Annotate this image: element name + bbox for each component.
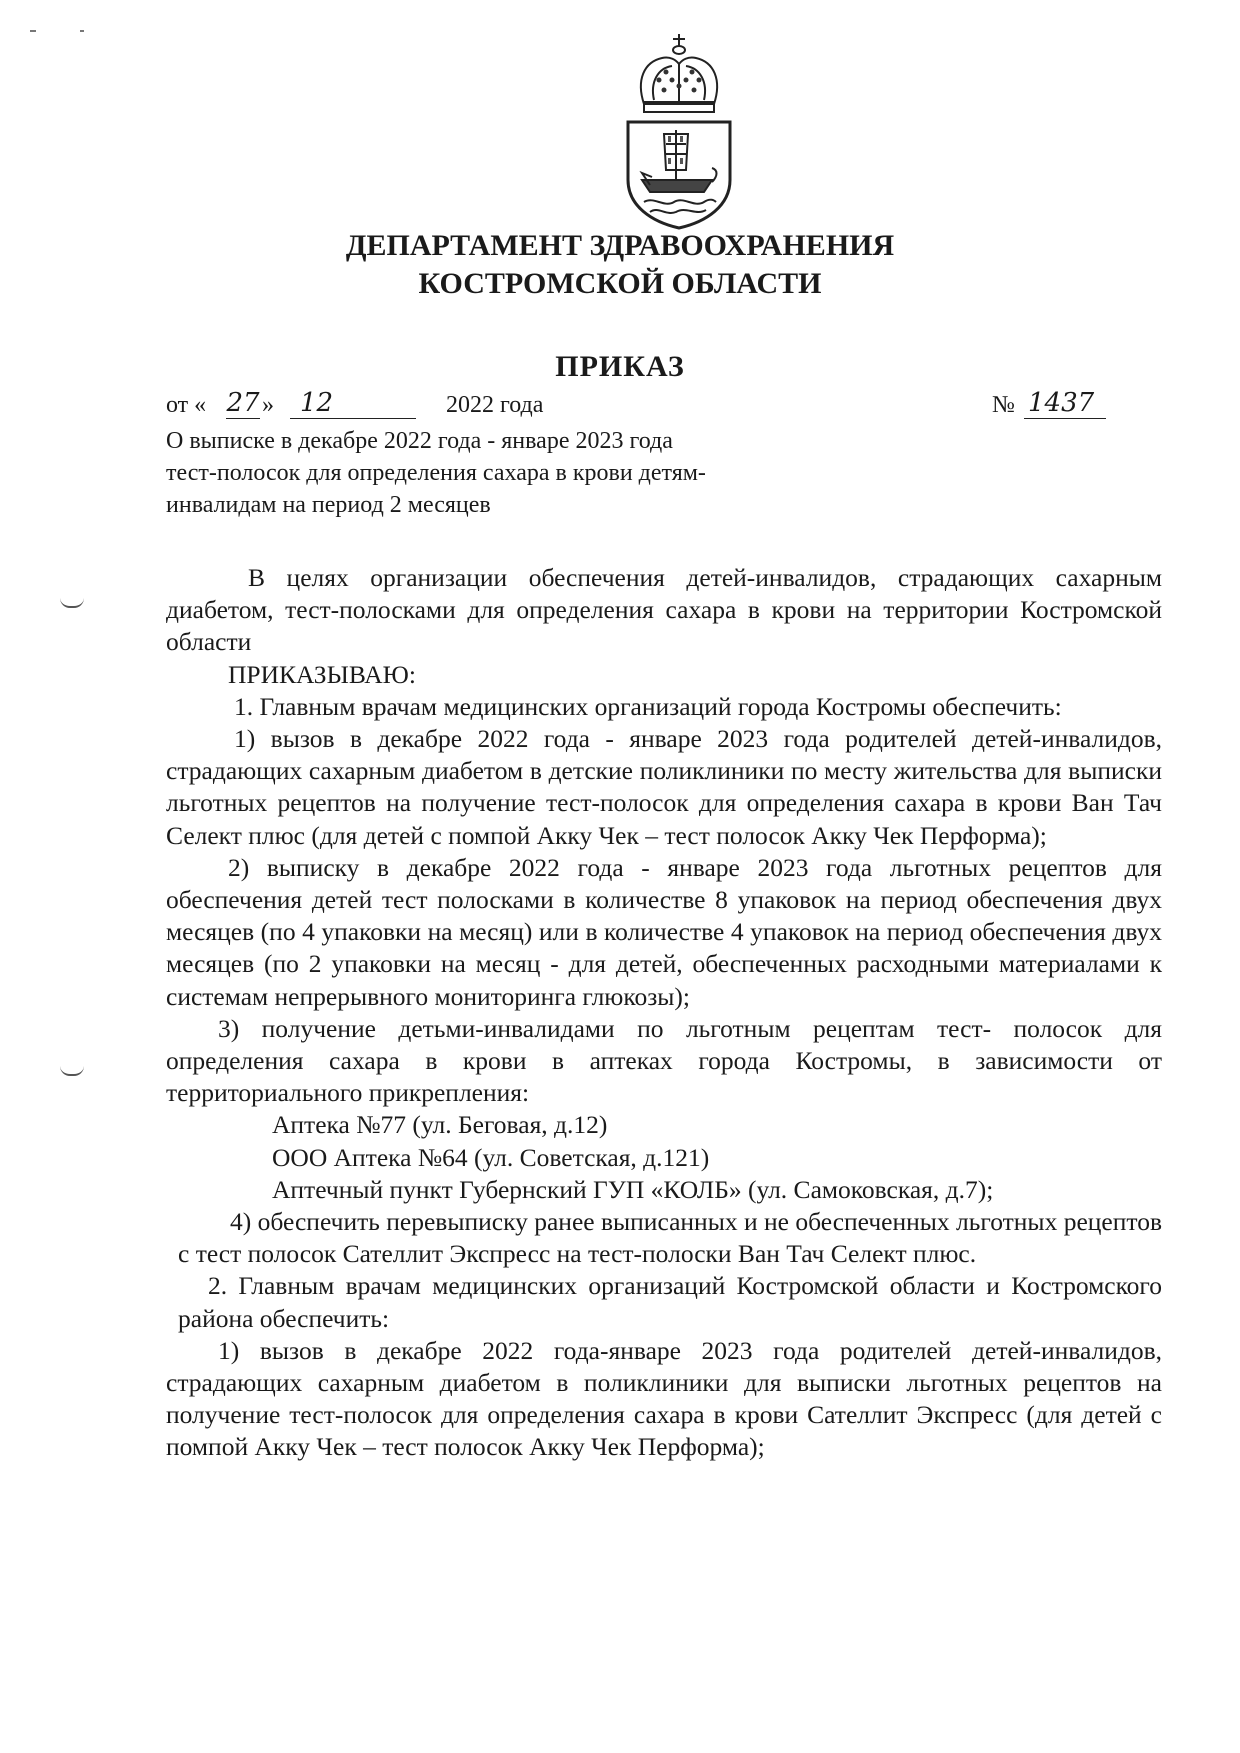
clause-1: 1. Главным врачам медицинских организаций города Костромы обеспечить: [234,691,1062,721]
subject-line: инвалидам на период 2 месяцев [166,492,491,518]
scan-mark [30,30,36,32]
order-number: 1437 [1024,388,1106,419]
subject-line: О выписке в декабре 2022 года - январе 2023 года [166,428,673,454]
punch-hole-mark [60,598,84,608]
scan-mark [80,30,84,32]
clause-block [166,1206,1162,1335]
department-line-2: КОСТРОМСКОЙ ОБЛАСТИ [418,267,822,300]
date-month: 12 [290,388,416,419]
clause-1-4: 4) обеспечить перевыписку ранее выписанных и не обеспеченных льготных рецептов с тест полосок Сателлит Экспресс на тест-полоски Ван Тач Селект плюс. [178,1207,1162,1269]
clause-1-3: 3) получение детьми-инвалидами по льготным рецептам тест- полосок для определения сахара в крови в аптеках города Костромы, в зависимости от территориального прикрепления: [166,1013,1162,1108]
clause-1-1: 1) вызов в декабре 2022 года - январе 2023 года родителей детей-инвалидов, страдающих сахарным диабетом в детские поликлиники по месту жительства для выписки льготных рецептов на получение тест-полосок для определения сахара в крови Ван Тач Селект плюс (для детей с помпой Акку Чек – тест полосок Акку Чек Перформа); [166,724,1162,850]
clause-1-2: 2) выписку в декабре 2022 года - январе 2023 года льготных рецептов для обеспечения детей тест полосками в количестве 8 упаковок на период обеспечения двух месяцев (по 4 упаковки на месяц) или в количестве 4 упаковок на период обеспечения двух месяцев (по 2 упаковки на месяц - для детей, обеспеченных расходными материалами к системам непрерывного мониторинга глюкозы); [166,852,1162,1011]
doc-type-heading: ПРИКАЗ [555,350,685,383]
clause-2: 2. Главным врачам медицинских организаций Костромской области и Костромского района обеспечить: [178,1271,1162,1333]
punch-hole-mark [60,1066,84,1076]
subject-line: тест-полосок для определения сахара в крови детям- [166,460,706,486]
date-year: 2022 года [446,392,544,418]
department-name [0,227,1240,303]
date-separator: » [262,392,274,418]
intro-paragraph: В целях организации обеспечения детей-инвалидов, страдающих сахарным диабетом, тест-полосками для определения сахара в крови на территории Костромской области [166,563,1162,657]
order-word: ПРИКАЗЫВАЮ: [228,659,416,689]
pharmacy-item: ООО Аптека №64 (ул. Советская, д.121) [272,1142,710,1172]
coat-of-arms-icon [614,30,744,230]
department-line-1: ДЕПАРТАМЕНТ ЗДРАВООХРАНЕНИЯ [345,229,895,262]
number-prefix: № [992,392,1015,418]
order-subject [166,425,866,521]
date-day: 27 [226,388,260,418]
date-line [166,388,1126,424]
pharmacy-item: Аптека №77 (ул. Беговая, д.12) [272,1110,608,1140]
date-prefix: от « [166,392,207,418]
pharmacy-item: Аптечный пункт Губернский ГУП «КОЛБ» (ул. Самоковская, д.7); [272,1174,994,1204]
order-body [166,562,1162,1464]
clause-2-1: 1) вызов в декабре 2022 года-январе 2023 года родителей детей-инвалидов, страдающих сахарным диабетом в поликлиники для выписки льготных рецептов на получение тест-полосок для определения сахара в крови Сателлит Экспресс (для детей с помпой Акку Чек – тест полосок Акку Чек Перформа); [166,1335,1162,1462]
